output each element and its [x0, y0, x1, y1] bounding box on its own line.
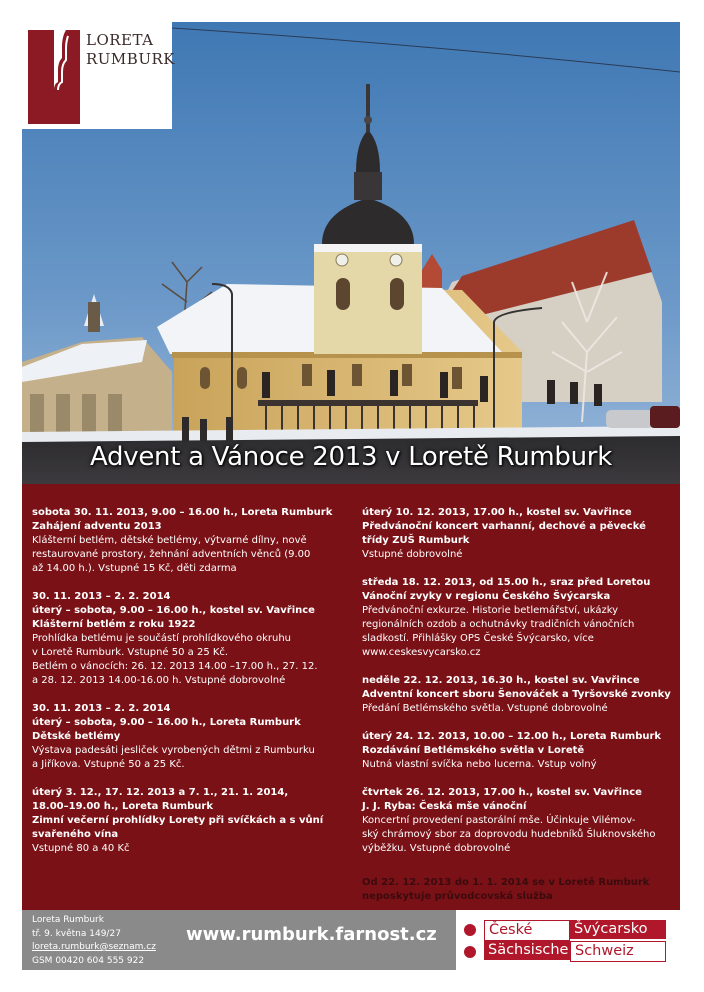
- event-heading-line: Adventní koncert sboru Šenováček a Tyršovské zvonky: [362, 689, 671, 700]
- poster-title: Advent a Vánoce 2013 v Loretě Rumburk: [90, 442, 612, 472]
- event-heading-line: Vánoční zvyky v regionu Českého Švýcarska: [362, 591, 611, 602]
- event-heading-line: 18.00–19.00 h., Loreta Rumburk: [32, 801, 214, 812]
- event-heading-line: svařeného vína: [32, 829, 119, 840]
- event-heading-line: 30. 11. 2013 – 2. 2. 2014: [32, 591, 171, 602]
- contact-address: [32, 914, 156, 968]
- red-dot-icon: [464, 924, 476, 936]
- event-heading-line: úterý 3. 12., 17. 12. 2013 a 7. 1., 21. 1. 2014,: [32, 787, 289, 798]
- event-block: [362, 786, 674, 856]
- event-detail-line: Klášterní betlém, dětské betlémy, výtvarné dílny, nově: [32, 535, 307, 546]
- logo-text-line2: RUMBURK: [86, 50, 175, 68]
- events-column-right: [362, 506, 674, 870]
- event-detail-line: v Loretě Rumburk. Vstupné 50 a 25 Kč.: [32, 647, 229, 658]
- event-detail-line: restaurované prostory, žehnání adventních věnců (9.00: [32, 549, 311, 560]
- contact-email-link[interactable]: loreta.rumburk@seznam.cz: [32, 942, 156, 952]
- event-detail-line: výběžku. Vstupné dobrovolné: [362, 843, 511, 854]
- event-heading-line: úterý – sobota, 9.00 – 16.00 h., kostel sv. Vavřince: [32, 605, 315, 616]
- event-heading-line: 30. 11. 2013 – 2. 2. 2014: [32, 703, 171, 714]
- contact-street: tř. 9. května 149/27: [32, 928, 121, 939]
- event-detail-line: Předání Betlémského světla. Vstupné dobrovolné: [362, 703, 608, 714]
- events-panel: [22, 484, 680, 910]
- event-heading-line: sobota 30. 11. 2013, 9.00 – 16.00 h., Loreta Rumburk: [32, 507, 333, 518]
- event-heading-line: Zahájení adventu 2013: [32, 521, 162, 532]
- event-heading-line: čtvrtek 26. 12. 2013, 17.00 h., kostel sv. Vavřince: [362, 787, 642, 798]
- event-heading-line: Zimní večerní prohlídky Lorety při svíčkách a s vůní: [32, 815, 324, 826]
- poster: [22, 22, 680, 970]
- event-block: [32, 702, 350, 772]
- event-detail-line: regionálních ozdob a ochutnávky tradičních vánočních: [362, 619, 635, 630]
- footer-contact: [22, 910, 456, 970]
- event-heading-line: Dětské betlémy: [32, 731, 121, 742]
- event-heading-line: úterý 10. 12. 2013, 17.00 h., kostel sv. Vavřince: [362, 507, 632, 518]
- event-block: [362, 576, 674, 660]
- event-detail-line: Betlém o vánocích: 26. 12. 2013 14.00 –17.00 h., 27. 12.: [32, 661, 318, 672]
- event-block: [362, 674, 674, 716]
- event-detail-line: a Jiříkova. Vstupné 50 a 25 Kč.: [32, 759, 185, 770]
- event-heading-line: úterý – sobota, 9.00 – 16.00 h., Loreta Rumburk: [32, 717, 301, 728]
- partner-word: Sächsische: [484, 941, 570, 960]
- event-block: [32, 590, 350, 688]
- notice-line: neposkytuje průvodcovská služba: [362, 891, 553, 902]
- event-detail-line: Vstupné dobrovolné: [362, 549, 463, 560]
- website-link[interactable]: www.rumburk.farnost.cz: [186, 924, 437, 945]
- event-block: [32, 786, 350, 856]
- event-detail-line: Nutná vlastní svíčka nebo lucerna. Vstup volný: [362, 759, 597, 770]
- partner-word: České: [484, 920, 570, 941]
- event-detail-line: až 14.00 h.). Vstupné 15 Kč, děti zdarma: [32, 563, 237, 574]
- event-detail-line: sladkostí. Přihlášky OPS České Švýcarsko, více: [362, 633, 594, 644]
- event-heading-line: úterý 24. 12. 2013, 10.00 – 12.00 h., Loreta Rumburk: [362, 731, 662, 742]
- event-block: [362, 506, 674, 562]
- events-column-left: [32, 506, 350, 870]
- event-detail-line: www.ceskesvycarsko.cz: [362, 647, 481, 658]
- ceske-svycarsko-logo: [456, 910, 680, 970]
- contact-name: Loreta Rumburk: [32, 915, 104, 925]
- loreta-logo: [22, 22, 175, 129]
- contact-phone: GSM 00420 604 555 922: [32, 955, 145, 966]
- event-detail-line: ský chrámový sbor za doprovodu hudebníků Šluknovského: [362, 829, 656, 840]
- event-detail-line: Předvánoční exkurze. Historie betlemářství, ukázky: [362, 605, 619, 616]
- event-block: [32, 506, 350, 576]
- event-detail-line: a 28. 12. 2013 14.00-16.00 h. Vstupné dobrovolné: [32, 675, 286, 686]
- event-heading-line: Rozdávání Betlémského světla v Loretě: [362, 745, 585, 756]
- guide-service-notice: [362, 876, 674, 904]
- event-heading-line: J. J. Ryba: Česká mše vánoční: [362, 801, 527, 812]
- notice-line: Od 22. 12. 2013 do 1. 1. 2014 se v Loretě Rumburk: [362, 877, 650, 888]
- event-heading-line: Předvánoční koncert varhanní, dechové a pěvecké: [362, 521, 646, 532]
- event-heading-line: Klášterní betlém z roku 1922: [32, 619, 196, 630]
- red-dot-icon: [464, 946, 476, 958]
- event-heading-line: třídy ZUŠ Rumburk: [362, 535, 470, 546]
- event-detail-line: Vstupné 80 a 40 Kč: [32, 843, 130, 854]
- event-detail-line: Prohlídka betlému je součástí prohlídkového okruhu: [32, 633, 292, 644]
- event-heading-line: středa 18. 12. 2013, od 15.00 h., sraz před Loretou: [362, 577, 651, 588]
- event-heading-line: neděle 22. 12. 2013, 16.30 h., kostel sv. Vavřince: [362, 675, 640, 686]
- event-detail-line: Koncertní provedení pastorální mše. Účinkuje Vilémov-: [362, 815, 636, 826]
- partner-word: Švýcarsko: [570, 920, 666, 939]
- event-detail-line: Výstava padesáti jesliček vyrobených dětmi z Rumburku: [32, 745, 315, 756]
- partner-word: Schweiz: [570, 941, 666, 962]
- loreta-tower-icon: [28, 30, 80, 124]
- logo-text-line1: LORETA: [86, 31, 154, 49]
- event-block: [362, 730, 674, 772]
